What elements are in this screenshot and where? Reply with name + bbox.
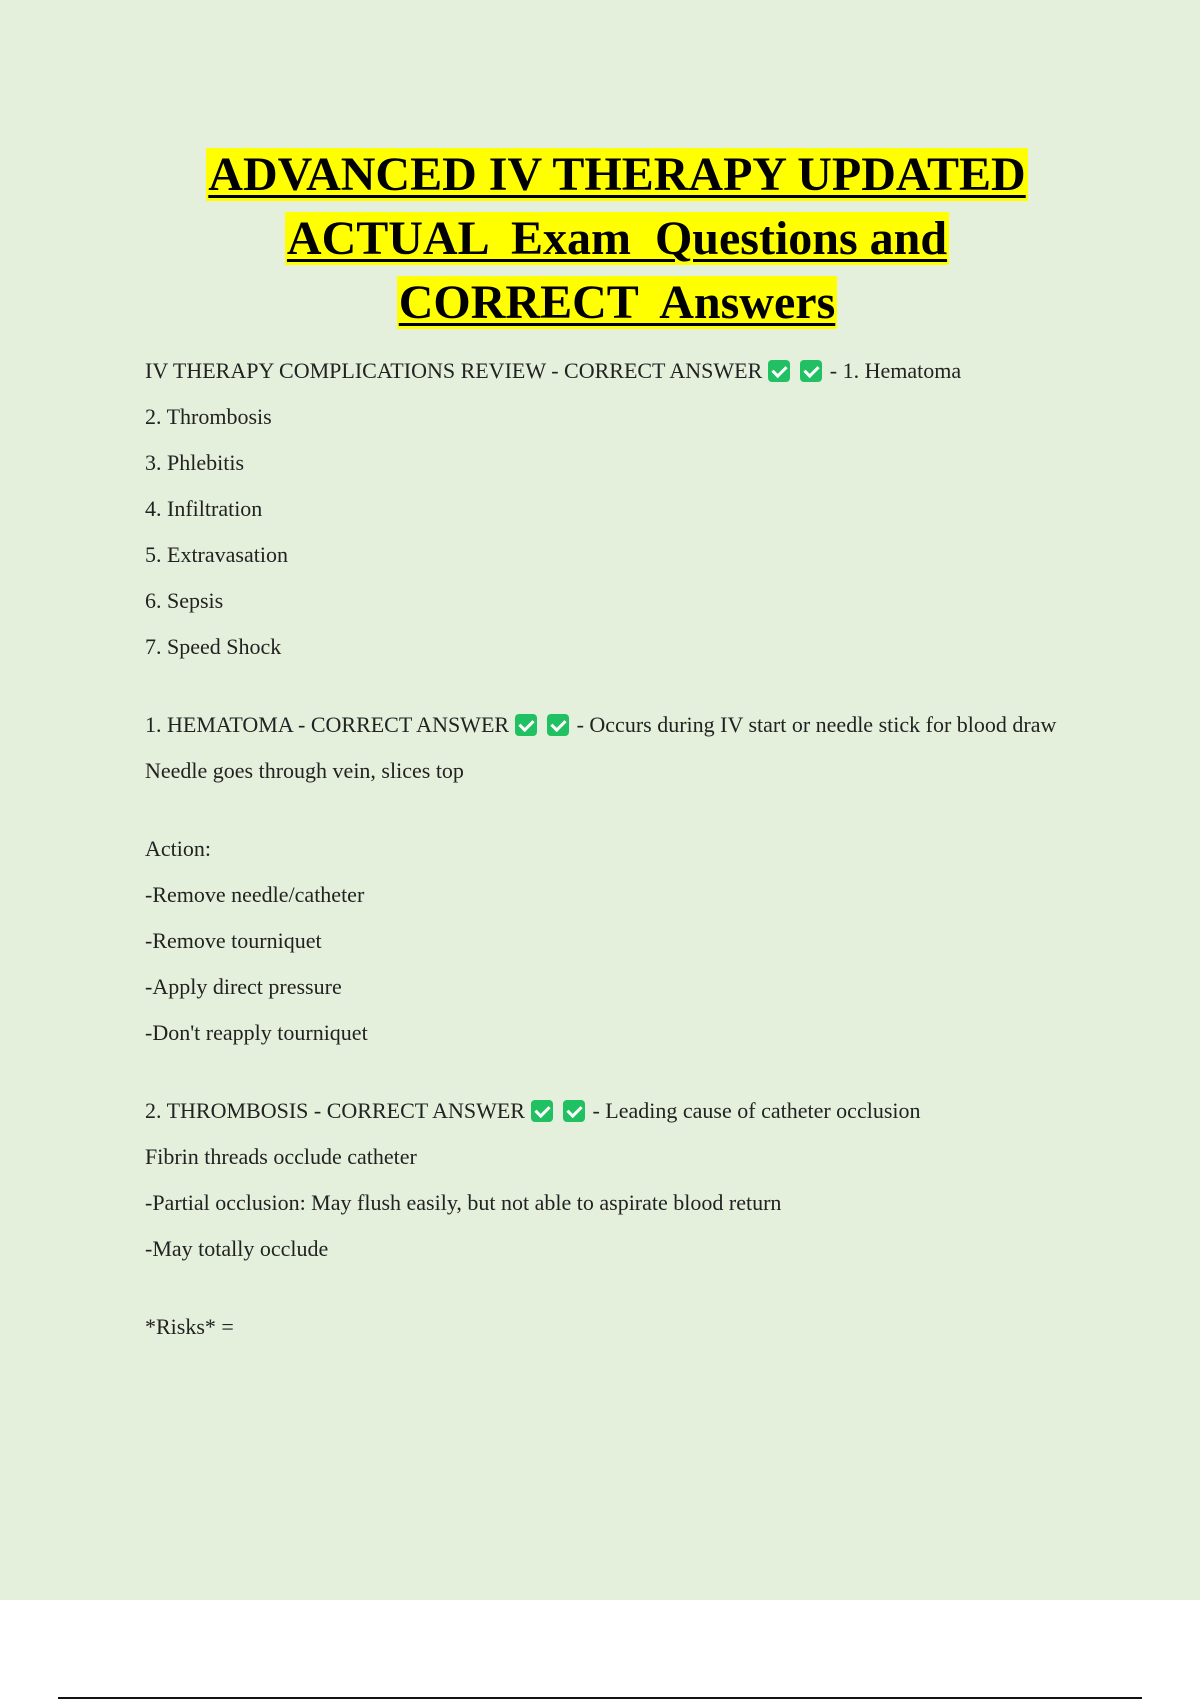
document-title — [150, 143, 1084, 335]
list-item: 4. Infiltration — [145, 496, 263, 521]
action-label: Action: — [145, 836, 211, 861]
question-text: 1. HEMATOMA - CORRECT ANSWER — [145, 712, 510, 737]
title-line-3: CORRECT Answers — [398, 276, 836, 329]
question-text: IV THERAPY COMPLICATIONS REVIEW - CORRECT ANSWER — [145, 358, 763, 383]
action-item: -Apply direct pressure — [145, 974, 342, 999]
check-mark-icon — [515, 714, 537, 736]
title-line-2: ACTUAL Exam Questions and — [286, 212, 948, 265]
question-line — [145, 355, 1095, 387]
question-line — [145, 1095, 1095, 1127]
list-item: 7. Speed Shock — [145, 634, 282, 659]
list-item: 5. Extravasation — [145, 542, 288, 567]
document-body — [145, 355, 1095, 1357]
answer-text: - 1. Hematoma — [829, 358, 962, 383]
question-text: 2. THROMBOSIS - CORRECT ANSWER — [145, 1098, 525, 1123]
action-item: -Remove tourniquet — [145, 928, 322, 953]
list-item: 2. Thrombosis — [145, 404, 272, 429]
check-mark-icon — [800, 360, 822, 382]
action-item: -Don't reapply tourniquet — [145, 1020, 368, 1045]
check-mark-icon — [768, 360, 790, 382]
title-line-1: ADVANCED IV THERAPY UPDATED — [208, 148, 1026, 201]
list-item: 6. Sepsis — [145, 588, 224, 613]
body-line: -Partial occlusion: May flush easily, but not able to aspirate blood return — [145, 1190, 782, 1215]
check-mark-icon — [563, 1100, 585, 1122]
footer-divider — [58, 1697, 1142, 1699]
answer-text: - Leading cause of catheter occlusion — [592, 1098, 921, 1123]
check-mark-icon — [531, 1100, 553, 1122]
check-mark-icon — [547, 714, 569, 736]
action-item: -Remove needle/catheter — [145, 882, 365, 907]
body-line: -May totally occlude — [145, 1236, 329, 1261]
body-line: Fibrin threads occlude catheter — [145, 1144, 417, 1169]
risks-line: *Risks* = — [145, 1314, 234, 1339]
answer-text: - Occurs during IV start or needle stick for blood draw — [576, 712, 1057, 737]
body-line: Needle goes through vein, slices top — [145, 758, 464, 783]
list-item: 3. Phlebitis — [145, 450, 245, 475]
question-line — [145, 709, 1095, 741]
